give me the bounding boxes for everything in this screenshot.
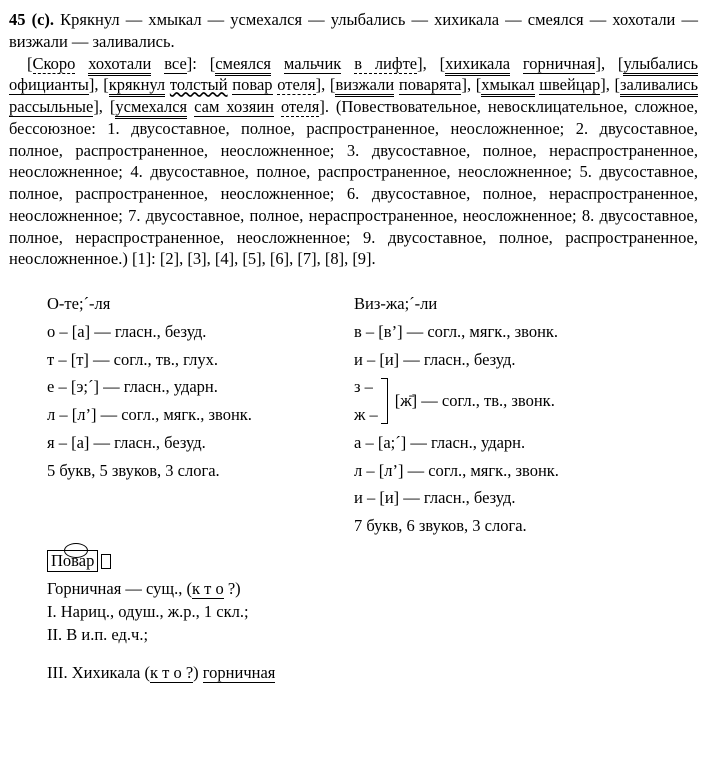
text-run: ], [ bbox=[461, 75, 482, 95]
morpheme-word-line bbox=[47, 550, 698, 573]
parsed-word: отеля bbox=[280, 97, 320, 117]
phonetic-rows-left bbox=[47, 318, 354, 457]
text-run bbox=[341, 54, 354, 73]
phonetic-row: е – [э;´] — гласн., ударн. bbox=[47, 377, 218, 397]
parsed-word: рассыльные bbox=[9, 97, 94, 117]
parsed-word: смеялся bbox=[215, 54, 271, 76]
parsed-word: в лифте bbox=[354, 53, 418, 73]
parsed-word: к т о ? bbox=[149, 662, 194, 682]
phonetic-analysis-right bbox=[354, 290, 698, 539]
merged-letters bbox=[354, 373, 378, 428]
parsed-word: хихикала bbox=[445, 54, 510, 76]
phonetic-row: л – [л’] — согл., мягк., звонк. bbox=[354, 460, 559, 480]
parsed-word: мальчик bbox=[283, 53, 342, 73]
parsed-word: толстый bbox=[169, 75, 228, 95]
parsed-word: все bbox=[164, 53, 187, 73]
root-arc bbox=[64, 543, 88, 558]
case-line: II. В и.п. ед.ч.; bbox=[47, 624, 149, 644]
text-run: ], [ bbox=[93, 97, 116, 117]
parsed-word: крякнул bbox=[109, 75, 165, 97]
parsed-word: повар bbox=[232, 75, 273, 95]
phonetic-row: л – [л’] — согл., мягк., звонк. bbox=[47, 405, 252, 425]
merged-letter-top: з – bbox=[354, 377, 373, 397]
phonetic-row: в – [в’] — согл., мягк., звонк. bbox=[354, 321, 559, 341]
text-run: ]: [ bbox=[186, 53, 216, 73]
text-run bbox=[510, 54, 523, 73]
phonetic-rows-right-after bbox=[354, 429, 698, 512]
parsed-word: визжали bbox=[335, 75, 394, 97]
text-run: ]. (Повествовательное, невосклицательное, сложное, бессоюзное: 1. двусоставное, полное, распространенное, неосложненное; 2. двусоставное, полное, распространенное, неосложненное; 3. двусоставное, полное, нераспространенное, неосложненное; 4. двусоставное, полное, распространенное, неосложненное; 5. двусоставное, полное, распространенное, неосложненное; 6. двусоставное, полное, нераспространенное, неосложненное; 7. двусоставное, полное, нераспространенное, неосложненное; 8. двусоставное, полное, нераспространенное, неосложненное; 9. двусоставное, полное, распространенное, неосложненное.) [1]: [2], [3], [4], [5], [6], [7], [8], [9]. bbox=[9, 97, 698, 269]
phonetic-row: а – [а;´] — гласн., ударн. bbox=[354, 432, 526, 452]
text-run bbox=[274, 97, 281, 116]
parsed-word: заливались bbox=[620, 75, 698, 97]
text-run: [ bbox=[27, 53, 33, 73]
text-run bbox=[75, 54, 88, 73]
parsed-word: швейцар bbox=[539, 75, 601, 95]
parsed-word: к т о bbox=[191, 579, 224, 599]
phonetic-summary-right: 7 букв, 6 звуков, 3 слога. bbox=[354, 515, 527, 535]
phonetic-row: и – [и] — гласн., безуд. bbox=[354, 488, 516, 508]
parsed-word: усмехался bbox=[115, 97, 187, 119]
morpheme-word bbox=[47, 550, 98, 573]
sentence-analysis bbox=[9, 53, 698, 271]
word-chain: Крякнул — хмыкал — усмехался — улыбались — хихикала — смеялся — хохотали — визжали — заливались. bbox=[9, 10, 698, 51]
letters-bracket bbox=[381, 378, 388, 424]
text-run: ?) bbox=[223, 579, 241, 599]
parsed-word: горничная bbox=[202, 662, 276, 682]
phonetic-section bbox=[9, 290, 698, 539]
syntax-role-line bbox=[47, 662, 698, 684]
text-run bbox=[271, 54, 284, 73]
zero-ending-box bbox=[101, 554, 111, 569]
merged-sound-row bbox=[354, 373, 698, 428]
parsed-word: улыбались bbox=[623, 54, 698, 76]
noun-analysis-line bbox=[47, 578, 698, 600]
parsed-word: Скоро bbox=[32, 53, 76, 73]
phonetic-rows-right-before bbox=[354, 318, 698, 373]
exercise-number: 45 (с). bbox=[9, 10, 55, 29]
parsed-word: отеля bbox=[277, 75, 316, 95]
text-run: III. Хихикала ( bbox=[47, 662, 150, 682]
parsed-word: хохотали bbox=[88, 54, 151, 76]
phonetic-row: о – [а] — гласн., безуд. bbox=[47, 321, 207, 341]
parsed-word: поварята bbox=[398, 75, 462, 95]
declension-line: I. Нариц., одуш., ж.р., 1 скл.; bbox=[47, 602, 249, 622]
morpheme-word-text: Повар bbox=[51, 550, 95, 570]
parsed-word: хмыкал bbox=[481, 75, 534, 97]
exercise-header bbox=[9, 9, 698, 53]
text-run: Горничная — сущ., ( bbox=[47, 579, 192, 599]
phonetic-title-left: О-те;´-ля bbox=[47, 294, 111, 314]
text-run: ], [ bbox=[600, 75, 621, 95]
phonetic-title-right: Виз-жа;´-ли bbox=[354, 294, 438, 314]
phonetic-summary-left: 5 букв, 5 звуков, 3 слога. bbox=[47, 460, 220, 480]
text-run: ], [ bbox=[88, 75, 109, 95]
text-run: ], [ bbox=[417, 53, 446, 73]
text-run: ], [ bbox=[595, 53, 624, 73]
merged-letter-bottom: ж – bbox=[354, 405, 378, 425]
phonetic-row: и – [и] — гласн., безуд. bbox=[354, 349, 516, 369]
phonetic-row: я – [а] — гласн., безуд. bbox=[47, 432, 206, 452]
parsed-word: горничная bbox=[522, 53, 596, 73]
text-run bbox=[151, 54, 164, 73]
morphology-section bbox=[9, 550, 698, 684]
parsed-word: сам хозяин bbox=[194, 97, 274, 117]
parsed-word: официанты bbox=[9, 75, 89, 95]
text-run: ) bbox=[193, 662, 203, 682]
phonetic-analysis-left bbox=[9, 290, 354, 539]
text-run: ], [ bbox=[315, 75, 336, 95]
merged-sound-result: [ж̄] — согл., тв., звонк. bbox=[394, 391, 555, 411]
phonetic-row: т – [т] — согл., тв., глух. bbox=[47, 349, 218, 369]
